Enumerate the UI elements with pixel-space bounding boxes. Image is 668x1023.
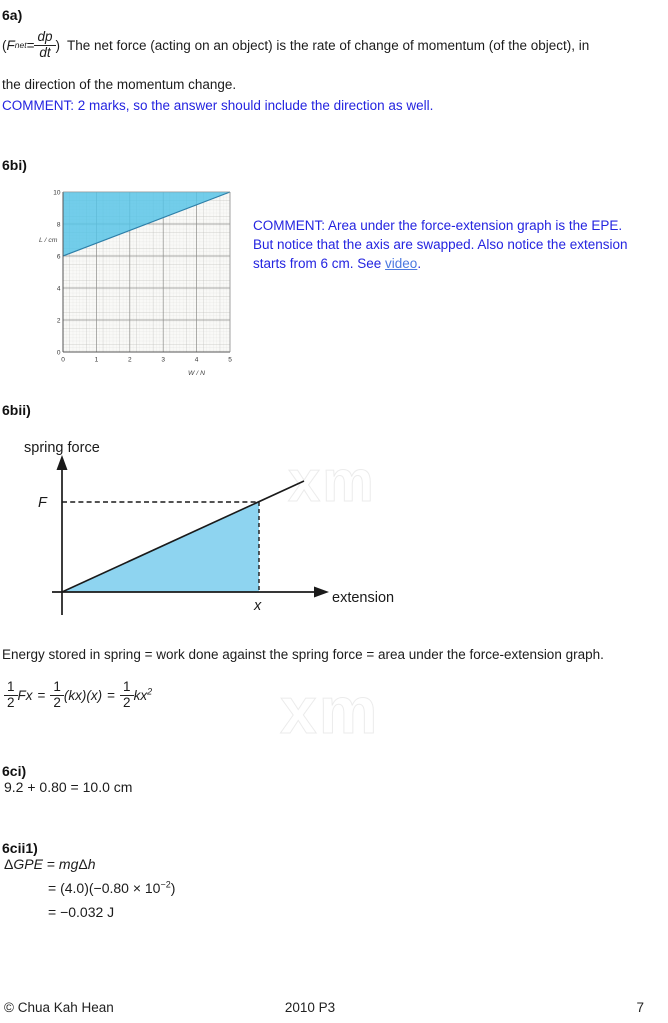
- energy-formula: [4, 674, 152, 716]
- comment-6bi-line2: But notice that the axis are swapped. Also notice the extension: [253, 237, 628, 252]
- fraction-half-3: [120, 680, 134, 709]
- delta-2: Δ: [78, 856, 88, 872]
- gpe-formula-line3: = −0.032 J: [48, 904, 115, 920]
- equals: =: [42, 856, 59, 872]
- x-tick-label: 5: [228, 356, 232, 364]
- comment-6bi-line3: [253, 254, 665, 273]
- force-extension-graph: [36, 184, 242, 384]
- fraction-denominator: 2: [123, 694, 131, 710]
- text-6a-line1: The net force (acting on an object) is the rate of change of momentum (of the object), in: [67, 37, 590, 53]
- term-Fx: Fx: [17, 687, 33, 703]
- x-label: x: [254, 598, 262, 614]
- formula-fnet-close: ): [55, 37, 60, 53]
- fraction-denominator: dt: [39, 44, 51, 60]
- y-tick-label: 4: [56, 285, 61, 293]
- fraction-numerator: 1: [50, 680, 64, 695]
- y-tick-label: 8: [56, 221, 61, 229]
- y-tick-label: 0: [56, 349, 61, 357]
- x-tick-label: 1: [94, 356, 99, 364]
- gpe-line2-exponent: −2: [160, 879, 171, 890]
- video-link[interactable]: video: [385, 256, 418, 271]
- fraction-numerator: 1: [120, 680, 134, 695]
- footer-author: © Chua Kah Hean: [4, 1000, 114, 1015]
- formula-fnet-eq: =: [26, 37, 35, 53]
- fraction-half-2: [50, 680, 64, 709]
- formula-fnet-sub: net: [14, 40, 27, 50]
- x-axis-label: W / N: [188, 370, 205, 377]
- y-axis-arrowhead: [57, 455, 68, 470]
- text-6a-line2: the direction of the momentum change.: [2, 77, 237, 92]
- comment-6bi: [253, 216, 665, 273]
- F-label: F: [38, 495, 47, 511]
- mg-var: mg: [58, 856, 79, 872]
- watermark: xm: [288, 449, 376, 514]
- fraction-half-1: [4, 680, 18, 709]
- sketch-x-axis-label: extension: [332, 590, 395, 606]
- watermark: xm: [280, 673, 380, 747]
- term-kx-x: (kx)(x): [63, 687, 103, 703]
- x-tick-label: 3: [161, 356, 166, 364]
- term-kx2-exponent: 2: [147, 686, 153, 696]
- gpe-formula-line2: [48, 880, 175, 896]
- equals-2: =: [107, 687, 116, 703]
- heading-6a: 6a): [2, 7, 23, 23]
- comment-6bi-line3-text: starts from 6 cm. See: [253, 256, 386, 271]
- x-axis-arrowhead: [314, 587, 329, 598]
- energy-statement: Energy stored in spring = work done against the spring force = area under the force-extension graph.: [2, 647, 604, 662]
- y-tick-label: 6: [56, 253, 61, 261]
- comment-6bi-line1: COMMENT: Area under the force-extension graph is the EPE.: [253, 218, 623, 233]
- gpe-formula-line1: [4, 856, 96, 872]
- delta-1: Δ: [4, 856, 14, 872]
- paragraph-6a-line1: [2, 26, 589, 64]
- x-tick-label: 4: [194, 356, 199, 364]
- fraction-denominator: 2: [7, 694, 15, 710]
- term-kx2-base: kx: [133, 687, 148, 703]
- formula-fnet-open: (: [2, 37, 7, 53]
- fraction-denominator: 2: [53, 694, 61, 710]
- gpe-line2-main: = (4.0)(−0.80 × 10: [48, 880, 161, 896]
- sketch-y-axis-label: spring force: [24, 440, 100, 456]
- spring-force-extension-sketch: [10, 432, 410, 624]
- fraction-numerator: 1: [4, 680, 18, 695]
- equals-1: =: [37, 687, 46, 703]
- fraction-numerator: dp: [34, 30, 55, 45]
- heading-6bii: 6bii): [2, 402, 31, 418]
- comment-6bi-line3-period: .: [417, 256, 422, 271]
- heading-6ci: 6ci): [2, 763, 27, 779]
- term-kx2: [134, 688, 153, 703]
- comment-6a: COMMENT: 2 marks, so the answer should include the direction as well.: [2, 98, 434, 113]
- heading-6bi: 6bi): [2, 157, 27, 173]
- footer-paper: 2010 P3: [284, 1000, 336, 1015]
- y-tick-label: 2: [56, 317, 61, 325]
- gpe-line2-close: ): [170, 880, 176, 896]
- formula-dp-dt-fraction: [34, 30, 55, 59]
- x-tick-label: 2: [127, 356, 132, 364]
- answer-6ci: 9.2 + 0.80 = 10.0 cm: [4, 779, 133, 795]
- formula-fnet-F: F: [6, 37, 15, 53]
- y-axis-label: L / cm: [39, 237, 58, 244]
- heading-6cii1: 6cii1): [2, 840, 38, 856]
- x-tick-label: 0: [61, 356, 65, 364]
- y-tick-label: 10: [53, 189, 61, 197]
- footer-page-number: 7: [636, 1000, 644, 1015]
- h-var: h: [87, 856, 96, 872]
- GPE-var: GPE: [13, 856, 43, 872]
